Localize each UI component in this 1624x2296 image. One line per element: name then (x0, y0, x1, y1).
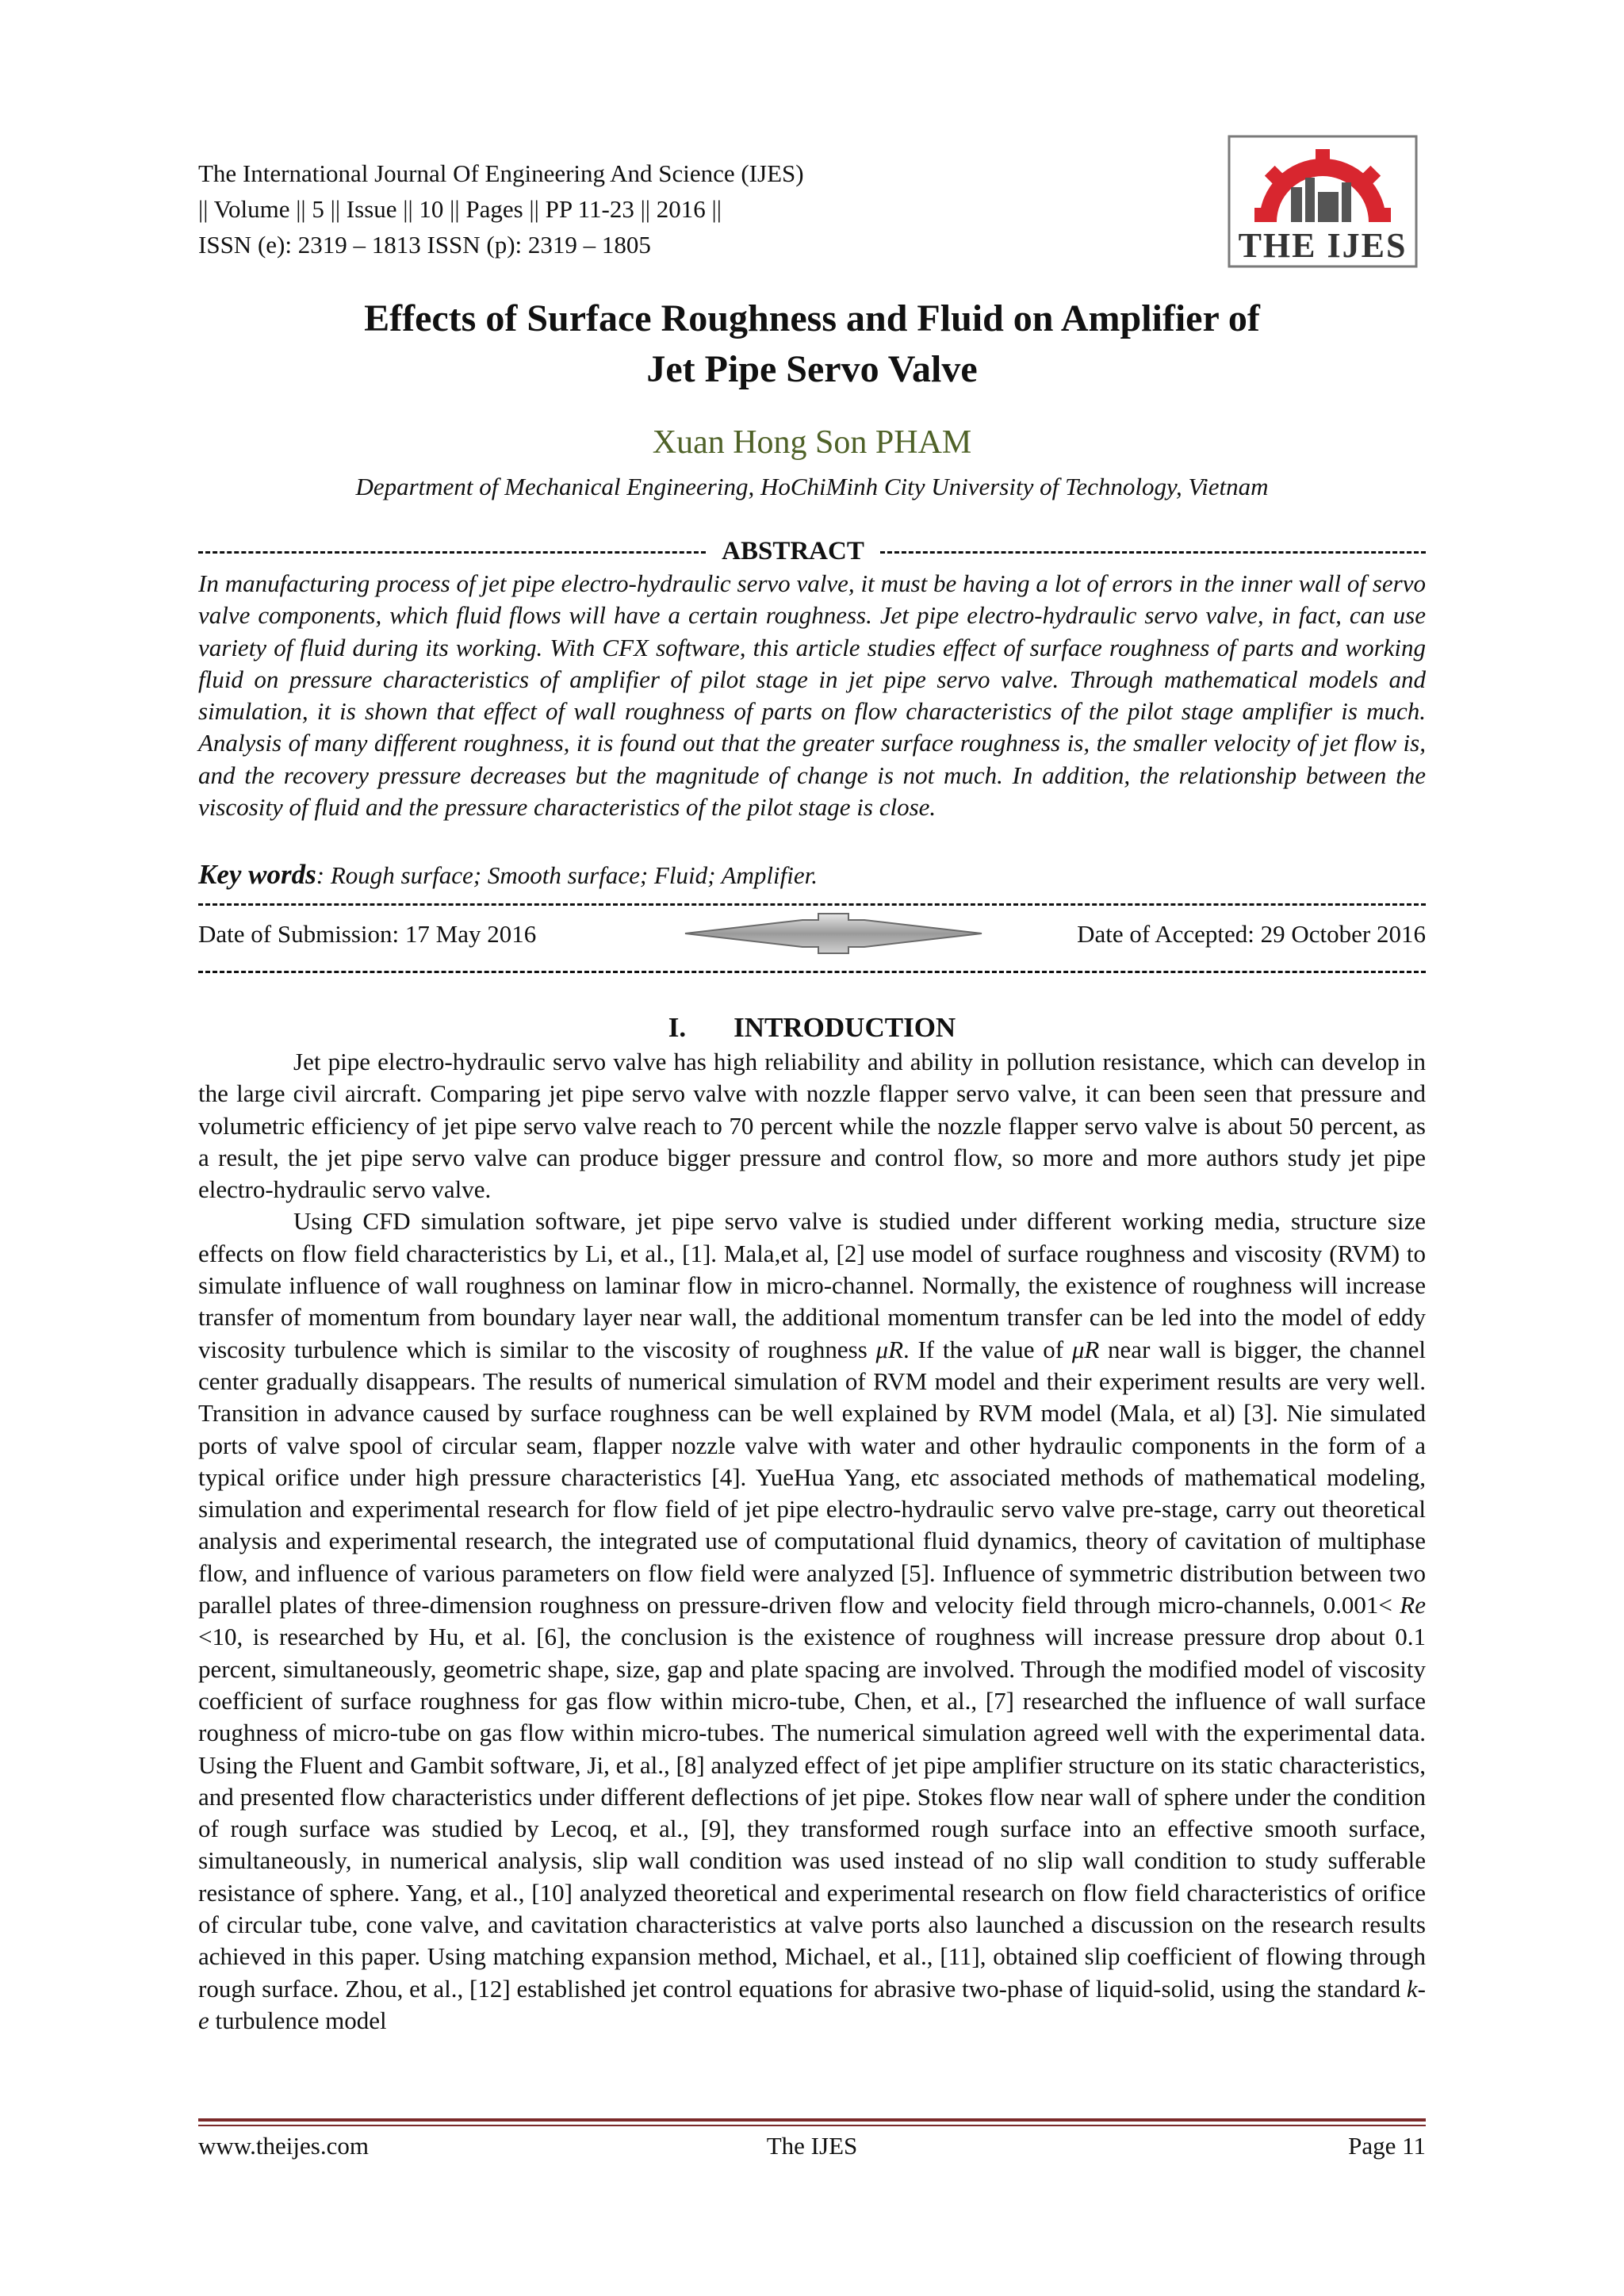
author-affiliation: Department of Mechanical Engineering, HoChiMinh City University of Technology, Vietnam (355, 473, 1269, 500)
section-heading (0, 1012, 1624, 1044)
journal-info (198, 155, 804, 263)
math-symbol: k-e (198, 1974, 1426, 2034)
math-symbol: Re (1400, 1591, 1426, 1619)
logo-text: THE IJES (1238, 226, 1408, 265)
footer-journal: The IJES (766, 2132, 858, 2160)
text-run: <10, is researched by Hu, et al. [6], the conclusion is the existence of roughness will increase pressure drop about 0.1 percent, simultaneously, geometric shape, size, gap and plate spacing are involved. Through the modified model of viscosity coefficient of surface roughness for gas flow within micro-tube, Chen, et al., [7] researched the influence of wall surface roughness of micro-tube on gas flow within micro-tubes. The numerical simulation agreed well with the experimental data. Using the Fluent and Gambit software, Ji, et al., [8] analyzed effect of jet pipe amplifier structure on its static characteristics, and presented flow characteristics under different deflections of jet pipe. Stokes flow near wall of sphere under the condition of rough surface was studied by Lecoq, et al., [9], they transformed rough surface into an effective smooth surface, simultaneously, in numerical analysis, slip wall condition was used instead of no slip wall condition to study sufferable resistance of sphere. Yang, et al., [10] analyzed theoretical and experimental research on flow field characteristics of orifice of circular tube, cone valve, and cavitation characteristics at valve ports also launched a discussion on the research results achieved in this paper. Using matching expansion method, Michael, et al., [11], obtained slip coefficient of flowing through rough surface. Zhou, et al., [12] established jet control equations for abrasive two-phase of liquid-solid, using the standard (198, 1623, 1426, 2003)
section-title: INTRODUCTION (733, 1012, 956, 1043)
keywords-text: : Rough surface; Smooth surface; Fluid; Amplifier. (316, 861, 818, 889)
keywords-label: Key words (198, 859, 316, 890)
journal-volume: || Volume || 5 || Issue || 10 || Pages || PP 11-23 || 2016 || (198, 195, 722, 223)
dashed-divider-left (198, 551, 706, 554)
text-run: Using CFD simulation software, jet pipe servo valve is studied under different working media, structure size effects on flow field characteristics by Li, et al., [1]. Mala,et al, [2] use model of surface roughness and viscosity (RVM) to simulate influence of wall roughness on laminar flow in micro-channel. Normally, the existence of roughness will increase transfer of momentum from boundary layer near wall, the additional momentum transfer can be led into the model of eddy viscosity turbulence which is similar to the viscosity of roughness (198, 1207, 1426, 1363)
section-number: I. (668, 1012, 687, 1043)
footer-page-number: Page 11 (1348, 2132, 1426, 2160)
date-of-accepted: Date of Accepted: 29 October 2016 (1077, 920, 1426, 948)
paragraph (198, 1205, 1426, 2037)
introduction-body (198, 1046, 1426, 2037)
title-line-2: Jet Pipe Servo Valve (646, 348, 978, 390)
abstract-heading-rule (198, 537, 1426, 565)
dashed-divider-right (880, 551, 1426, 554)
date-of-submission: Date of Submission: 17 May 2016 (198, 920, 537, 948)
title-line-1: Effects of Surface Roughness and Fluid on Amplifier of (364, 297, 1260, 339)
dashed-divider (198, 903, 1426, 906)
text-run: . If the value of (903, 1335, 1072, 1363)
double-arrow-divider-icon (684, 912, 983, 955)
footer-website: www.theijes.com (198, 2132, 369, 2160)
footer-rule (198, 2118, 1426, 2122)
paper-title (0, 293, 1624, 395)
footer-rule (198, 2125, 1426, 2126)
journal-name: The International Journal Of Engineering And Science (IJES) (198, 159, 804, 187)
text-run: near wall is bigger, the channel center gradually disappears. The results of numerical simulation of RVM model and their experiment results are very well. Transition in advance caused by surface roughness can be well explained by RVM model (Mala, et al) [3]. Nie simulated ports of valve spool of circular seam, flapper nozzle valve with water and other hydraulic components in the form of a typical orifice under high pressure characteristics [4]. YueHua Yang, etc associated methods of mathematical modeling, simulation and experimental research for flow field of jet pipe electro-hydraulic servo valve pre-stage, carry out theoretical analysis and experimental research, the integrated use of computational fluid dynamics, theory of cavitation of multiphase flow, and influence of various parameters on flow field were analyzed [5]. Influence of symmetric distribution between two parallel plates of three-dimension roughness on pressure-driven flow and velocity field through micro-channels, 0.001< (198, 1335, 1426, 1619)
text-run: turbulence model (209, 2006, 387, 2034)
abstract-text: In manufacturing process of jet pipe electro-hydraulic servo valve, it must be having a lot of errors in the inner wall of servo valve components, which fluid flows will have a certain roughness. Jet pipe electro-hydraulic servo valve, in fact, can use variety of fluid during its working. With CFX software, this article studies effect of surface roughness of parts and working fluid on pressure characteristics of amplifier of pilot stage in jet pipe servo valve. Through mathematical models and simulation, it is shown that effect of wall roughness of parts on flow characteristics of the pilot stage amplifier is much. Analysis of many different roughness, it is found out that the greater surface roughness is, the smaller velocity of jet flow is, and the recovery pressure decreases but the magnitude of change is not much. In addition, the relationship between the viscosity of fluid and the pressure characteristics of the pilot stage is close. (198, 569, 1426, 822)
ijes-logo (1228, 135, 1418, 268)
keywords (198, 859, 1426, 891)
math-symbol: μR (1071, 1335, 1100, 1363)
dashed-divider (198, 971, 1426, 973)
journal-issn: ISSN (e): 2319 – 1813 ISSN (p): 2319 – 1805 (198, 231, 651, 259)
paragraph: Jet pipe electro-hydraulic servo valve has high reliability and ability in pollution resistance, which can develop in the large civil aircraft. Comparing jet pipe servo valve with nozzle flapper servo valve, it can been seen that pressure and volumetric efficiency of jet pipe servo valve reach to 70 percent while the nozzle flapper servo valve is about 50 percent, as a result, the jet pipe servo valve can produce bigger pressure and control flow, so more and more authors study jet pipe electro-hydraulic servo valve. (198, 1048, 1426, 1204)
math-symbol: μR (875, 1335, 904, 1363)
author-name: Xuan Hong Son PHAM (652, 424, 972, 461)
abstract-heading: ABSTRACT (722, 537, 864, 565)
